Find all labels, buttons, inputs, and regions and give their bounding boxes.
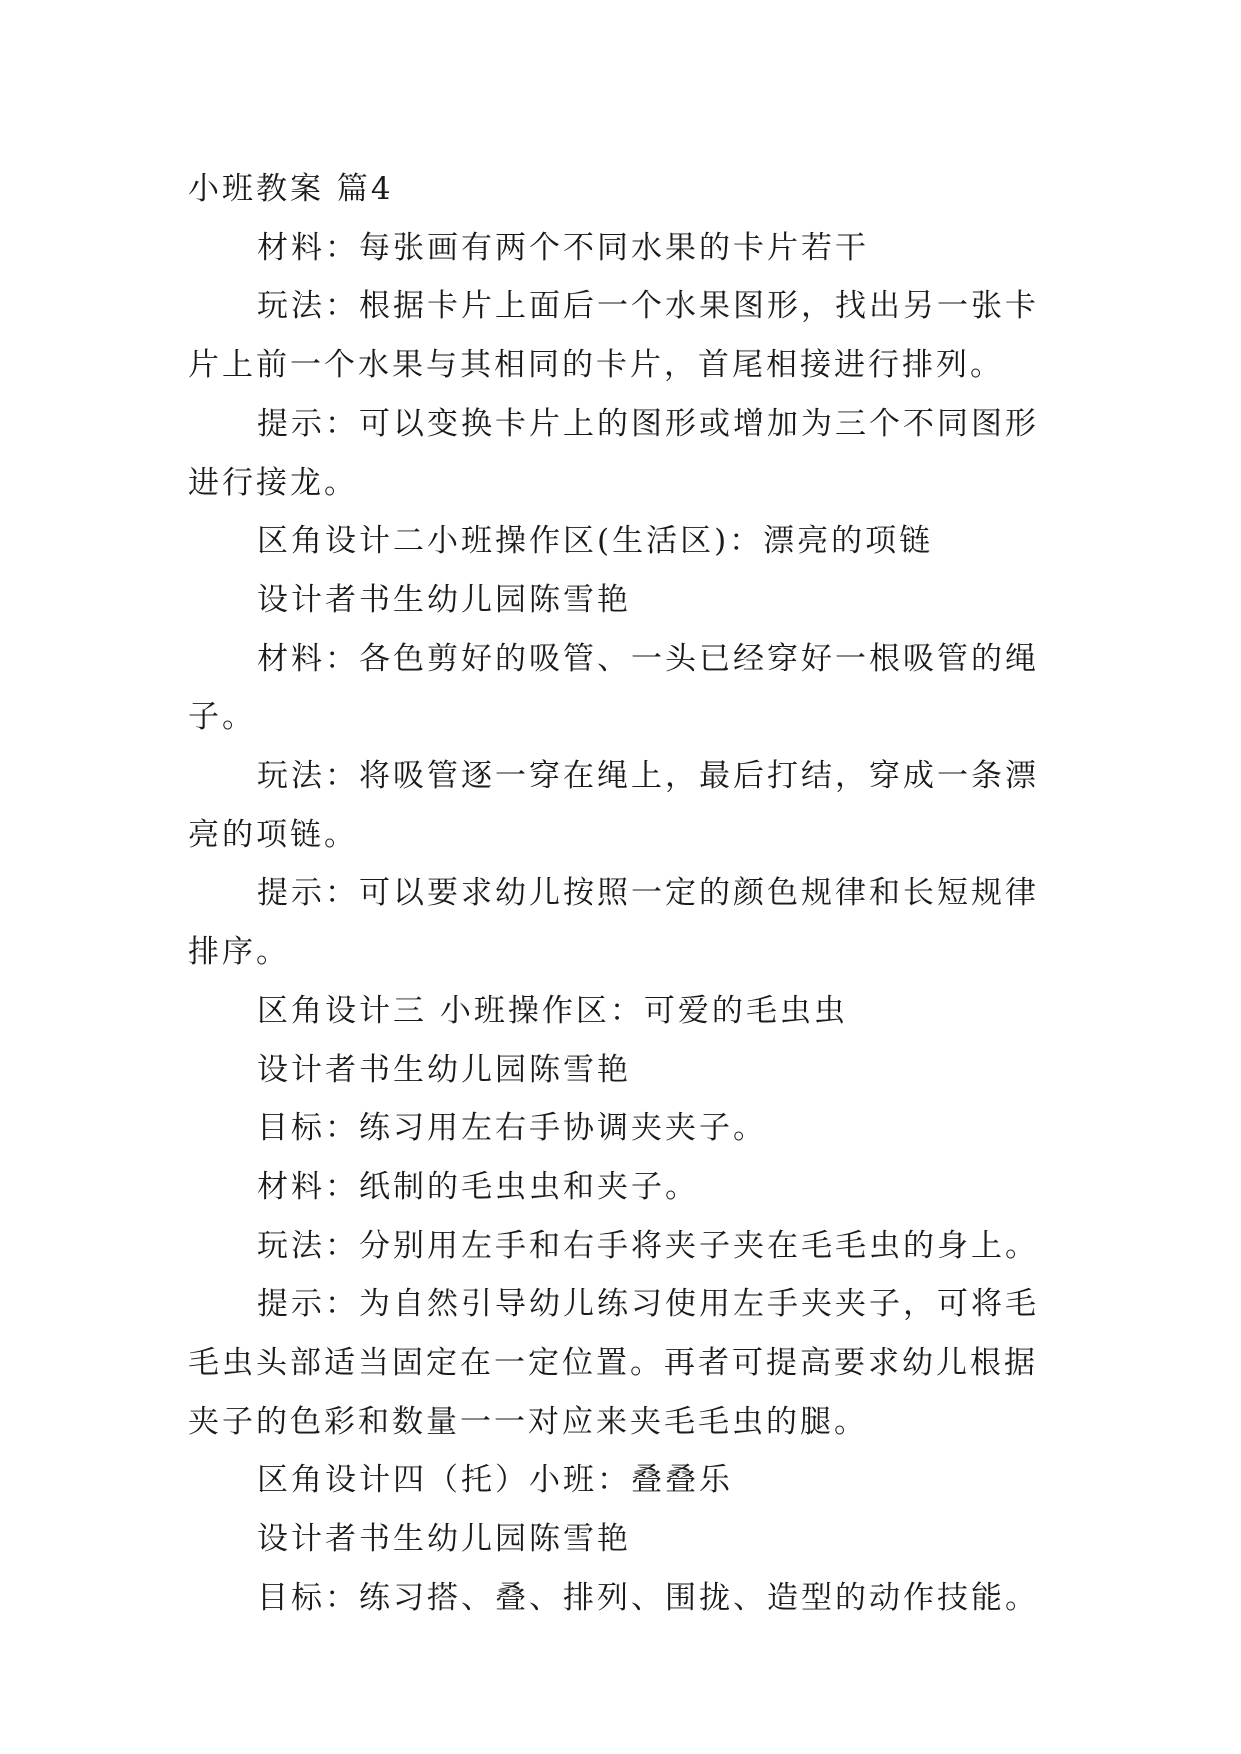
designer-line: 设计者书生幼儿园陈雪艳: [257, 1521, 631, 1558]
section-heading: 区角设计二小班操作区(生活区)：漂亮的项链: [257, 523, 934, 560]
designer-line: 设计者书生幼儿园陈雪艳: [257, 1051, 631, 1088]
paragraph: 提示：为自然引导幼儿练习使用左手夹夹子，可将毛毛虫头部适当固定在一定位置。再者可提高要求幼儿根据夹子的色彩和数量一一对应来夹毛毛虫的腿。: [188, 1286, 1039, 1440]
paragraph: 玩法：将吸管逐一穿在绳上，最后打结，穿成一条漂亮的项链。: [188, 758, 1039, 853]
document-body: [188, 160, 1068, 1628]
designer-line: 设计者书生幼儿园陈雪艳: [257, 581, 631, 618]
paragraph: 提示：可以变换卡片上的图形或增加为三个不同图形进行接龙。: [188, 405, 1039, 501]
paragraph: 玩法：分别用左手和右手将夹子夹在毛毛虫的身上。: [257, 1227, 1039, 1264]
paragraph: 材料：纸制的毛虫虫和夹子。: [257, 1168, 699, 1205]
paragraph: 提示：可以要求幼儿按照一定的颜色规律和长短规律排序。: [188, 875, 1039, 971]
paragraph: 目标：练习用左右手协调夹夹子。: [257, 1110, 767, 1147]
paragraph: 材料：每张画有两个不同水果的卡片若干: [257, 229, 869, 266]
document-title: 小班教案 篇4: [188, 171, 394, 207]
paragraph: 目标：练习搭、叠、排列、围拢、造型的动作技能。: [257, 1579, 1039, 1616]
paragraph: 玩法：根据卡片上面后一个水果图形，找出另一张卡片上前一个水果与其相同的卡片，首尾相接进行排列。: [188, 288, 1039, 384]
section-heading: 区角设计三 小班操作区：可爱的毛虫虫: [257, 992, 848, 1029]
paragraph: 材料：各色剪好的吸管、一头已经穿好一根吸管的绳子。: [188, 640, 1039, 736]
section-heading: 区角设计四（托）小班：叠叠乐: [257, 1462, 733, 1499]
